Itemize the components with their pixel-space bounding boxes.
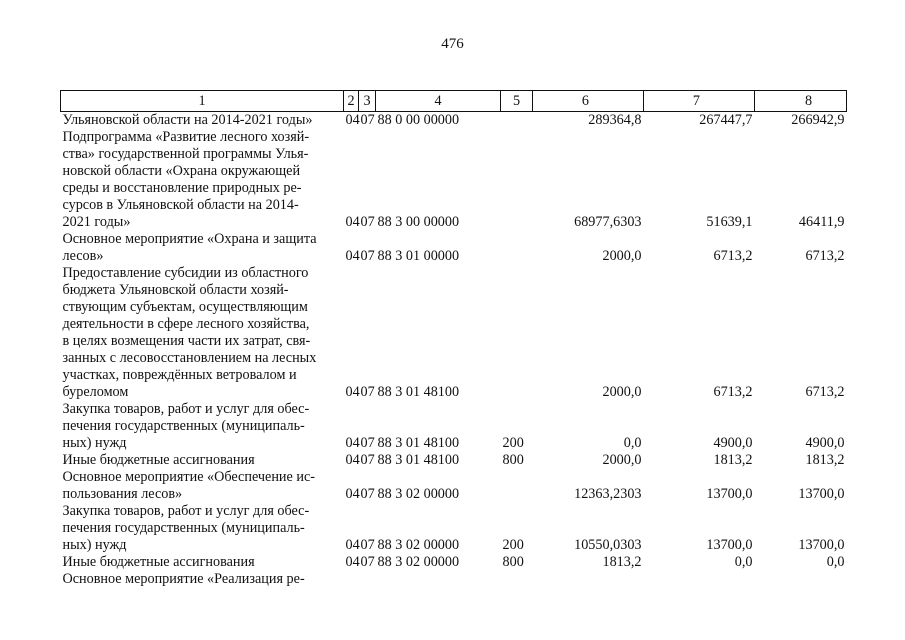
- expense-type-code: 800: [502, 554, 524, 570]
- expense-type-code: [501, 571, 533, 588]
- amount-col-7: 6713,2: [713, 248, 753, 264]
- row-name-line: 2021 годы»: [62, 214, 131, 230]
- row-name-line: Предоставление субсидии из областного: [62, 265, 309, 281]
- subsection-code: 07: [360, 554, 375, 570]
- row-name: [61, 231, 344, 265]
- column-header: 1: [61, 91, 344, 112]
- amount-col-6: 0,0: [623, 435, 642, 451]
- row-name-line: Закупка товаров, работ и услуг для обес-: [62, 503, 310, 519]
- page-number: 476: [441, 36, 464, 52]
- row-name-line: лесов»: [62, 248, 104, 264]
- amount-col-7: 0,0: [734, 554, 753, 570]
- row-name-line: участках, повреждённых ветровалом и: [62, 367, 297, 383]
- row-name: [61, 503, 344, 554]
- budget-table: [60, 90, 847, 588]
- row-name-line: деятельности в сфере лесного хозяйства,: [62, 316, 310, 332]
- row-name-line: новской области «Охрана окружающей: [62, 163, 301, 179]
- column-header: 4: [376, 91, 501, 112]
- amount-col-8: [755, 571, 847, 588]
- row-name-line: в целях возмещения части их затрат, свя-: [62, 333, 311, 349]
- target-article-code: 88 0 00 00000: [377, 112, 460, 128]
- section-code: [344, 571, 359, 588]
- expense-type-code: 200: [502, 435, 524, 451]
- amount-col-7: 4900,0: [713, 435, 753, 451]
- amount-col-6: 2000,0: [602, 384, 642, 400]
- amount-col-8: 266942,9: [791, 112, 845, 128]
- section-code: 04: [345, 435, 360, 451]
- column-header: 2: [344, 91, 359, 112]
- table-row: [61, 554, 847, 571]
- subsection-code: 07: [360, 537, 375, 553]
- amount-col-8: 13700,0: [798, 537, 845, 553]
- target-article-code: 88 3 01 48100: [377, 452, 460, 468]
- amount-col-8: 1813,2: [805, 452, 845, 468]
- row-name-line: Иные бюджетные ассигнования: [62, 452, 255, 468]
- table-row: [61, 571, 847, 588]
- section-code: 04: [345, 486, 360, 502]
- row-name-line: ных) нужд: [62, 435, 127, 451]
- amount-col-8: 13700,0: [798, 486, 845, 502]
- row-name-line: Закупка товаров, работ и услуг для обес-: [62, 401, 310, 417]
- row-name-line: ства» государственной программы Улья-: [62, 146, 309, 162]
- column-header: 8: [755, 91, 847, 112]
- row-name-line: Подпрограмма «Развитие лесного хозяй-: [62, 129, 310, 145]
- row-name: [61, 129, 344, 231]
- subsection-code: 07: [360, 248, 375, 264]
- section-code: 04: [345, 112, 360, 128]
- table-body: [61, 112, 847, 589]
- amount-col-8: 6713,2: [805, 248, 845, 264]
- row-name: [61, 571, 344, 588]
- subsection-code: 07: [360, 452, 375, 468]
- table-row: [61, 265, 847, 401]
- row-name-line: печения государственных (муниципаль-: [62, 418, 305, 434]
- expense-type-code: 200: [502, 537, 524, 553]
- column-header: 6: [533, 91, 644, 112]
- row-name-line: Основное мероприятие «Обеспечение ис-: [62, 469, 315, 485]
- expense-type-code: [501, 112, 533, 130]
- section-code: 04: [345, 248, 360, 264]
- subsection-code: 07: [360, 435, 375, 451]
- row-name-line: печения государственных (муниципаль-: [62, 520, 305, 536]
- column-header: 5: [501, 91, 533, 112]
- row-name-line: занных с лесовосстановлением на лесных: [62, 350, 317, 366]
- subsection-code: 07: [360, 112, 375, 128]
- column-header: 3: [359, 91, 376, 112]
- amount-col-7: 13700,0: [706, 537, 753, 553]
- section-code: 04: [345, 452, 360, 468]
- row-name-line: сурсов в Ульяновской области на 2014-: [62, 197, 299, 213]
- amount-col-7: 267447,7: [699, 112, 753, 128]
- amount-col-6: 1813,2: [602, 554, 642, 570]
- section-code: 04: [345, 384, 360, 400]
- expense-type-code: 800: [502, 452, 524, 468]
- table-row: [61, 129, 847, 231]
- row-name-line: Ульяновской области на 2014-2021 годы»: [62, 112, 313, 128]
- amount-col-8: 4900,0: [805, 435, 845, 451]
- amount-col-6: 68977,6303: [574, 214, 642, 230]
- row-name-line: пользования лесов»: [62, 486, 183, 502]
- target-article-code: 88 3 02 00000: [377, 537, 460, 553]
- row-name: [61, 265, 344, 401]
- table-row: [61, 401, 847, 452]
- amount-col-7: 6713,2: [713, 384, 753, 400]
- section-code: 04: [345, 214, 360, 230]
- target-article-code: 88 3 01 48100: [377, 384, 460, 400]
- row-name: [61, 112, 344, 130]
- table-row: [61, 231, 847, 265]
- amount-col-6: 10550,0303: [574, 537, 642, 553]
- amount-col-7: 1813,2: [713, 452, 753, 468]
- target-article-code: 88 3 02 00000: [377, 486, 460, 502]
- expense-type-code: [501, 469, 533, 503]
- section-code: 04: [345, 537, 360, 553]
- row-name: [61, 452, 344, 469]
- row-name-line: среды и восстановление природных ре-: [62, 180, 302, 196]
- subsection-code: 07: [360, 384, 375, 400]
- amount-col-6: 2000,0: [602, 248, 642, 264]
- amount-col-6: [533, 571, 644, 588]
- expense-type-code: [501, 129, 533, 231]
- amount-col-6: 2000,0: [602, 452, 642, 468]
- amount-col-6: 12363,2303: [574, 486, 642, 502]
- subsection-code: 07: [360, 214, 375, 230]
- row-name-line: ных) нужд: [62, 537, 127, 553]
- row-name-line: бюджета Ульяновской области хозяй-: [62, 282, 289, 298]
- row-name: [61, 401, 344, 452]
- target-article-code: 88 3 01 48100: [377, 435, 460, 451]
- amount-col-8: 46411,9: [798, 214, 845, 230]
- target-article-code: 88 3 01 00000: [377, 248, 460, 264]
- amount-col-6: 289364,8: [588, 112, 642, 128]
- amount-col-7: 51639,1: [706, 214, 753, 230]
- row-name: [61, 469, 344, 503]
- amount-col-8: 0,0: [826, 554, 845, 570]
- table-row: [61, 469, 847, 503]
- target-article-code: 88 3 00 00000: [377, 214, 460, 230]
- amount-col-8: 6713,2: [805, 384, 845, 400]
- subsection-code: [359, 571, 376, 588]
- row-name-line: Основное мероприятие «Реализация ре-: [62, 571, 305, 587]
- row-name-line: буреломом: [62, 384, 129, 400]
- table-row: [61, 112, 847, 130]
- amount-col-7: [644, 571, 755, 588]
- target-article-code: 88 3 02 00000: [377, 554, 460, 570]
- row-name-line: Основное мероприятие «Охрана и защита: [62, 231, 317, 247]
- table-row: [61, 452, 847, 469]
- column-header: 7: [644, 91, 755, 112]
- expense-type-code: [501, 265, 533, 401]
- row-name-line: Иные бюджетные ассигнования: [62, 554, 255, 570]
- expense-type-code: [501, 231, 533, 265]
- target-article-code: [376, 571, 501, 588]
- table-row: [61, 503, 847, 554]
- table-header-row: [61, 91, 847, 112]
- amount-col-7: 13700,0: [706, 486, 753, 502]
- subsection-code: 07: [360, 486, 375, 502]
- row-name-line: ствующим субъектам, осуществляющим: [62, 299, 308, 315]
- row-name: [61, 554, 344, 571]
- section-code: 04: [345, 554, 360, 570]
